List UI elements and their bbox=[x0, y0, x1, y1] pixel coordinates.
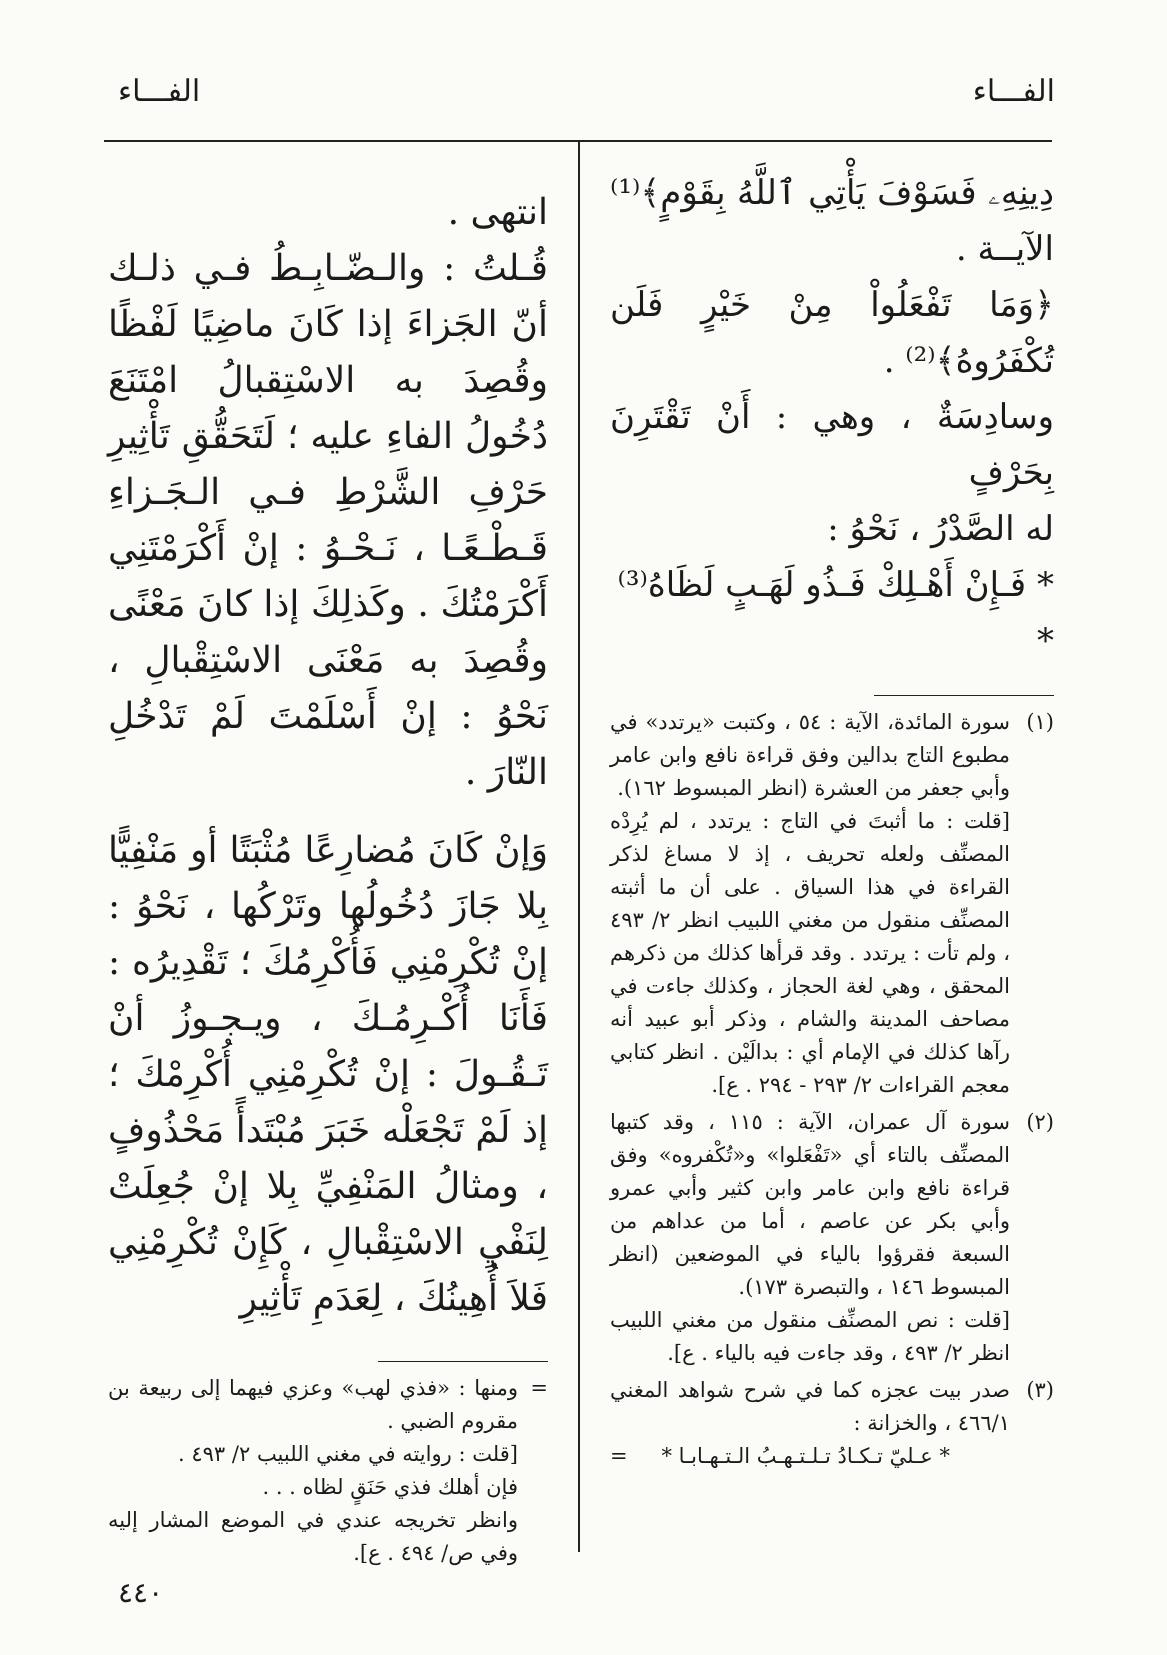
footnote-number: (٣) bbox=[1026, 1378, 1054, 1402]
text-line: له الصَّدْرُ ، نَحْوُ : bbox=[827, 509, 1054, 549]
text-line: انتهى . bbox=[447, 192, 548, 233]
footnotes bbox=[610, 706, 1054, 1473]
continuation-mark: = bbox=[610, 1444, 628, 1468]
poem-verse: * فَـإِنْ أَهْـلِكْ فَـذُو لَهَـبٍ لَظَاهُ⁽³⁾ * bbox=[617, 565, 1054, 661]
footnote-3 bbox=[610, 1374, 1054, 1473]
paragraph: وَإنْ كَانَ مُضارِعًا مُثْبَتًا أو مَنْفِيًّا بِلا جَازَ دُخُولُها وتَرْكُها ، نَحْوُ : إنْ تُكْرِمْنِي فَأُكْرِمُكَ ؛ تَقْدِيرُه : فَأَنَا أُكْـرِمُـكَ ، ويـجـوزُ أنْ تَـقُـولَ : إنْ تُكْرِمْنِي أُكْرِمْكَ ؛ إذ لَمْ تَجْعَلْه خَبَرَ مُبْتَدأً مَحْذُوفٍ ، ومثالُ المَنْفِيِّ بِلا إنْ جُعِلَتْ لِنَفْيِ الاسْتِقْبالِ ، كَإِنْ تُكْرِمْنِي فَلاَ أُهِينُكَ ، لِعَدَمِ تَأْثِيرِ bbox=[108, 830, 548, 1319]
left-main-text bbox=[108, 185, 548, 1327]
page-number: ٤٤٠ bbox=[118, 1576, 164, 1609]
running-header-left: الفـــاء bbox=[118, 74, 201, 109]
footnote-1 bbox=[610, 706, 1054, 1102]
column-divider bbox=[578, 142, 580, 1552]
quran-verse-2: ﴿وَمَا تَفْعَلُواْ مِنْ خَيْرٍ فَلَن تُكْفَرُوهُ﴾⁽²⁾ . bbox=[610, 285, 1054, 381]
footnote-2 bbox=[610, 1106, 1054, 1370]
footnote-text: سورة المائدة، الآية : ٥٤ ، وكتبت «يرتدد» في مطبوع التاج بدالين وفق قراءة نافع وابن عامر وأبي جعفر من العشرة (انظر المبسوط ١٦٢). bbox=[610, 710, 1010, 800]
footnote-rule bbox=[378, 1361, 548, 1362]
footnote-text: [قلت : ما أثبتَ في التاج : يرتدد ، لم يُرِدْه المصنِّف ولعله تحريف ، إذ لا مساغ لذكر القراءة في هذا السياق . على أن ما أثبته المصنِّف منقول من مغني اللبيب انظر ٢/ ٤٩٣ ، ولم تأت : يرتدد . وقد قرأها كذلك من ذكرهم المحقق ، وهي لغة الحجاز ، وكذلك جاءت في مصاحف المدينة والشام ، وذكر أبو عبيد أنه رآها كذلك في الإمام أي : بدالَيْن . انظر كتابي معجم القراءات ٢/ ٢٩٣ - ٢٩٤ . ع]. bbox=[610, 809, 1010, 1097]
quran-verse-1: دِينِهِۦ فَسَوْفَ يَأْتِي ٱللَّهُ بِقَوْمٍ﴾⁽¹⁾ الآيــة . bbox=[610, 173, 1054, 269]
footnote-verse: * عـليّ تـكـادُ تـلـتـهـبُ الـتـهـابـا * bbox=[661, 1444, 950, 1468]
continuation-mark: = bbox=[530, 1376, 548, 1400]
running-header-right: الفـــاء bbox=[972, 74, 1055, 109]
footnote-text: صدر بيت عجزه كما في شرح شواهد المغني ٤٦٦/١ ، والخزانة : bbox=[610, 1378, 1010, 1435]
footnote-text: وانظر تخريجه عندي في الموضع المشار إليه وفي ص/ ٤٩٤ . ع]. bbox=[108, 1508, 518, 1565]
footnote-number: (٢) bbox=[1026, 1110, 1054, 1134]
left-column bbox=[108, 185, 548, 1570]
right-column bbox=[610, 165, 1054, 1477]
footnote-text: فإن أهلك فذي حَنَقٍ لظاه . . . bbox=[262, 1475, 518, 1499]
footnote-text: ومنها : «فذي لهب» وعزي فيهما إلى ربيعة بن مقروم الضبي . bbox=[108, 1376, 518, 1433]
footnote-text: [قلت : روايته في مغني اللبيب ٢/ ٤٩٣ . bbox=[178, 1442, 518, 1466]
text-line: وسادِسَةٌ ، وهي : أَنْ تَقْتَرِنَ بِحَرْفٍ bbox=[610, 397, 1054, 493]
footnote-text: سورة آل عمران، الآية : ١١٥ ، وقد كتبها المصنِّف بالتاء أي «تَفْعَلوا» و«تُكْفروه» وفق قراءة نافع وابن عامر وابن كثير وأبي عمرو وأبي بكر عن عاصم ، أما من عداهم من السبعة فقرؤوا بالياء في الموضعين (انظر المبسوط ١٤٦ ، والتبصرة ١٧٣). bbox=[610, 1110, 1010, 1299]
footnote-text: [قلت : نص المصنِّف منقول من مغني اللبيب انظر ٢/ ٤٩٣ ، وقد جاءت فيه بالياء . ع]. bbox=[610, 1308, 1010, 1365]
footnote-number: (١) bbox=[1026, 710, 1054, 734]
footnote-continuation bbox=[108, 1372, 548, 1570]
paragraph: قُـلتُ : والـضّـابِـطُ فـي ذلـك أنّ الجَزاءَ إذا كَانَ ماضِيًا لَفْظًا وقُصِدَ به الاسْتِقبالُ امْتَنَعَ دُخُولُ الفاءِ عليه ؛ لَتَحَقُّقِ تَأْثِيرِ حَرْفِ الشَّرْطِ فـي الـجَـزاءِ قَـطْـعًـا ، نَـحْـوُ : إنْ أَكْرَمْتَنِي أَكْرَمْتُكَ . وكَذلِكَ إذا كانَ مَعْنًى وقُصِدَ به مَعْنَى الاسْتِقْبالِ ، نَحْوُ : إنْ أَسْلَمْتَ لَمْ تَدْخُلِ النّارَ . bbox=[108, 248, 548, 793]
right-main-text bbox=[610, 165, 1054, 669]
footnote-rule bbox=[874, 695, 1054, 696]
